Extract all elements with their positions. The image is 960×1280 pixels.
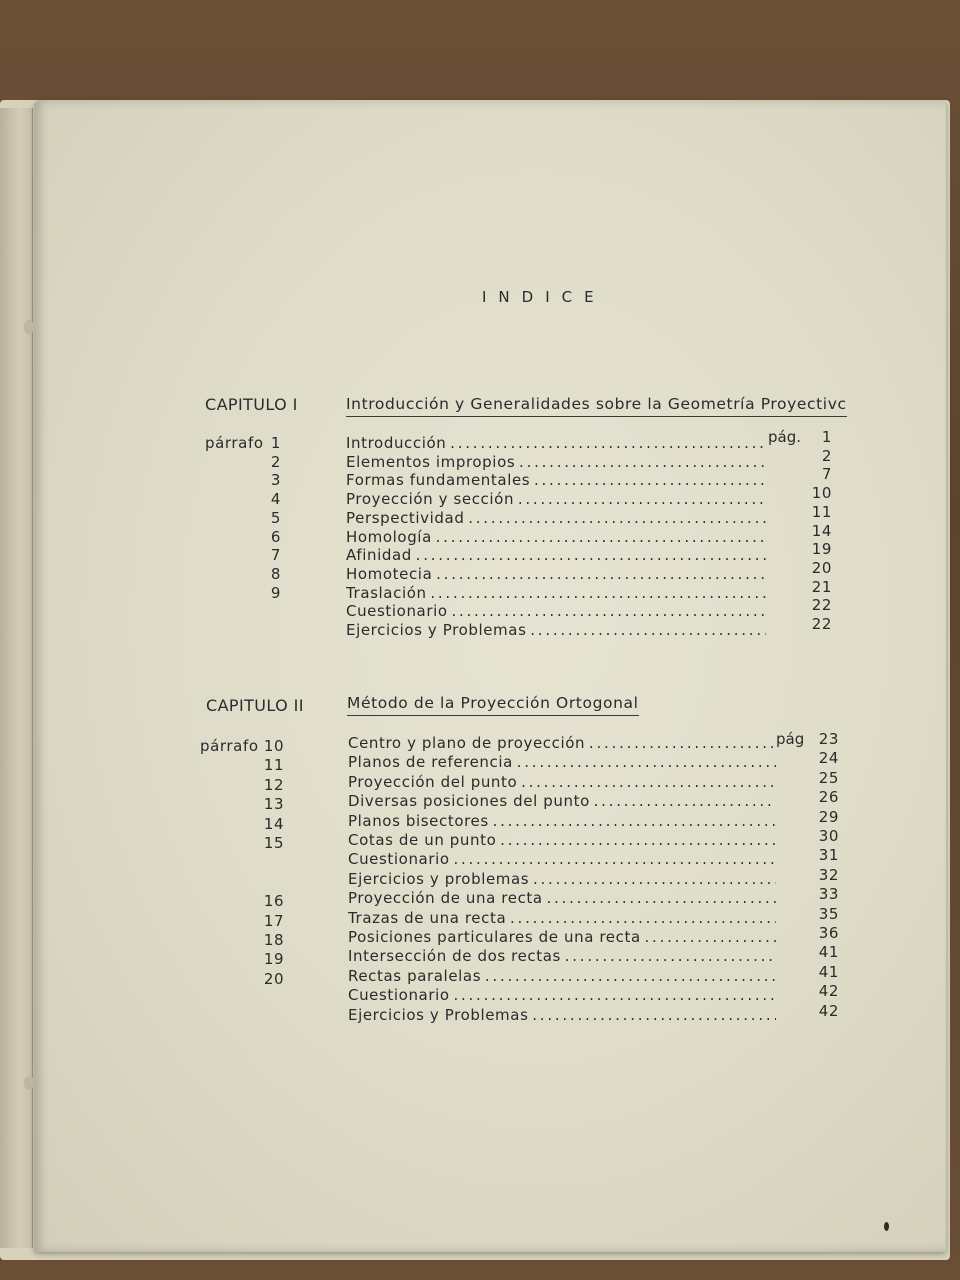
toc-page-number: 11 [811, 502, 832, 521]
toc-entry: Posiciones particulares de una recta . . . [348, 928, 776, 946]
toc-entry: Traslación . . . [346, 584, 766, 602]
chapter-2-label: CAPITULO II [206, 696, 304, 715]
toc-page-number: 42 [818, 1001, 839, 1020]
paragraph-number: 19 [263, 950, 285, 969]
ink-spot [884, 1222, 889, 1231]
toc-entry: Cotas de un punto . . . [348, 831, 776, 849]
toc-page-number: 14 [811, 521, 832, 540]
toc-page-number: 10 [811, 484, 832, 503]
paragraph-number: 9 [270, 583, 282, 602]
toc-page-number: 42 [818, 982, 839, 1001]
toc-entry: Cuestionario . . . [348, 986, 776, 1004]
toc-entry: Formas fundamentales . . . [346, 471, 766, 489]
toc-page-number: 31 [818, 846, 839, 865]
toc-page-number: 30 [818, 827, 839, 845]
paragraph-number: 1 [270, 434, 282, 452]
chapter-1-page-word: pág. [768, 428, 802, 446]
toc-page-number: 7 [821, 465, 832, 484]
toc-entry: Ejercicios y Problemas . . . [346, 621, 766, 639]
toc-entry: Rectas paralelas . . . [348, 967, 776, 985]
toc-entry: Cuestionario . . . [348, 850, 776, 868]
toc-page-number: 20 [811, 558, 832, 577]
toc-entry: Afinidad . . . [346, 546, 766, 564]
paragraph-number: 5 [270, 508, 282, 527]
toc-entry: Diversas posiciones del punto . . . [348, 792, 776, 810]
paragraph-number: 2 [270, 452, 282, 471]
chapter-1-paragraph-word: párrafo [205, 434, 264, 452]
toc-page-number: 25 [818, 768, 839, 787]
paragraph-number: 10 [263, 737, 285, 755]
binding-notch [24, 320, 34, 334]
binding-notch [24, 1076, 34, 1090]
paragraph-number: 17 [263, 911, 285, 930]
paragraph-number: 20 [263, 969, 285, 988]
toc-entry: Planos de referencia . . . [348, 753, 776, 771]
paragraph-number: 8 [270, 564, 282, 583]
paragraph-number: 15 [263, 834, 285, 852]
paragraph-number: 3 [270, 471, 282, 490]
toc-entry: Cuestionario . . . [346, 602, 766, 620]
paragraph-number: 12 [263, 775, 285, 794]
paragraph-number: 7 [270, 546, 282, 565]
toc-entry: Centro y plano de proyección . . . [348, 734, 776, 752]
toc-entry: Ejercicios y Problemas . . . [348, 1006, 776, 1024]
toc-page-number: 32 [818, 865, 839, 884]
toc-page-number: 33 [818, 885, 839, 904]
toc-entry: Proyección de una recta . . . [348, 889, 776, 907]
paragraph-number: 6 [270, 527, 282, 546]
toc-entry: Homotecia . . . [346, 565, 766, 583]
toc-page-number: 2 [821, 446, 832, 465]
toc-page-number: 22 [811, 596, 832, 615]
toc-entry: Introducción . . . [346, 434, 766, 452]
toc-entry: Perspectividad . . . [346, 509, 766, 527]
toc-entry: Proyección y sección . . . [346, 490, 766, 508]
index-page [34, 100, 946, 1252]
paragraph-number: 13 [263, 795, 285, 814]
toc-page-number: 23 [818, 730, 839, 748]
toc-entry: Homología . . . [346, 528, 766, 546]
page-title: INDICE [482, 288, 606, 306]
toc-entry: Proyección del punto . . . [348, 773, 776, 791]
toc-page-number: 21 [811, 577, 832, 596]
toc-page-number: 22 [811, 615, 832, 633]
toc-page-number: 35 [818, 904, 839, 923]
toc-page-number: 26 [818, 788, 839, 807]
paragraph-number: 16 [263, 892, 285, 911]
chapter-2-paragraph-word: párrafo [200, 737, 259, 755]
paragraph-number: 4 [270, 490, 282, 509]
toc-entry: Planos bisectores . . . [348, 812, 776, 830]
paragraph-number: 18 [263, 931, 285, 949]
chapter-2-page-word: pág [776, 730, 805, 748]
toc-page-number: 19 [811, 540, 832, 559]
toc-entry: Ejercicios y problemas . . . [348, 870, 776, 888]
toc-entry: Elementos impropios . . . [346, 453, 766, 471]
toc-page-number: 36 [818, 924, 839, 942]
toc-page-number: 1 [821, 428, 832, 446]
paragraph-number: 11 [263, 756, 285, 775]
chapter-1-heading: Introducción y Generalidades sobre la Geometría Proyectivc [346, 395, 847, 417]
toc-page-number: 41 [818, 943, 839, 962]
paragraph-number: 14 [263, 814, 285, 833]
toc-entry: Trazas de una recta . . . [348, 909, 776, 927]
toc-page-number: 24 [818, 749, 839, 768]
toc-page-number: 41 [818, 962, 839, 981]
chapter-2-heading: Método de la Proyección Ortogonal [347, 694, 639, 716]
toc-entry: Intersección de dos rectas . . . [348, 947, 776, 965]
toc-page-number: 29 [818, 807, 839, 826]
chapter-1-label: CAPITULO I [205, 395, 298, 414]
